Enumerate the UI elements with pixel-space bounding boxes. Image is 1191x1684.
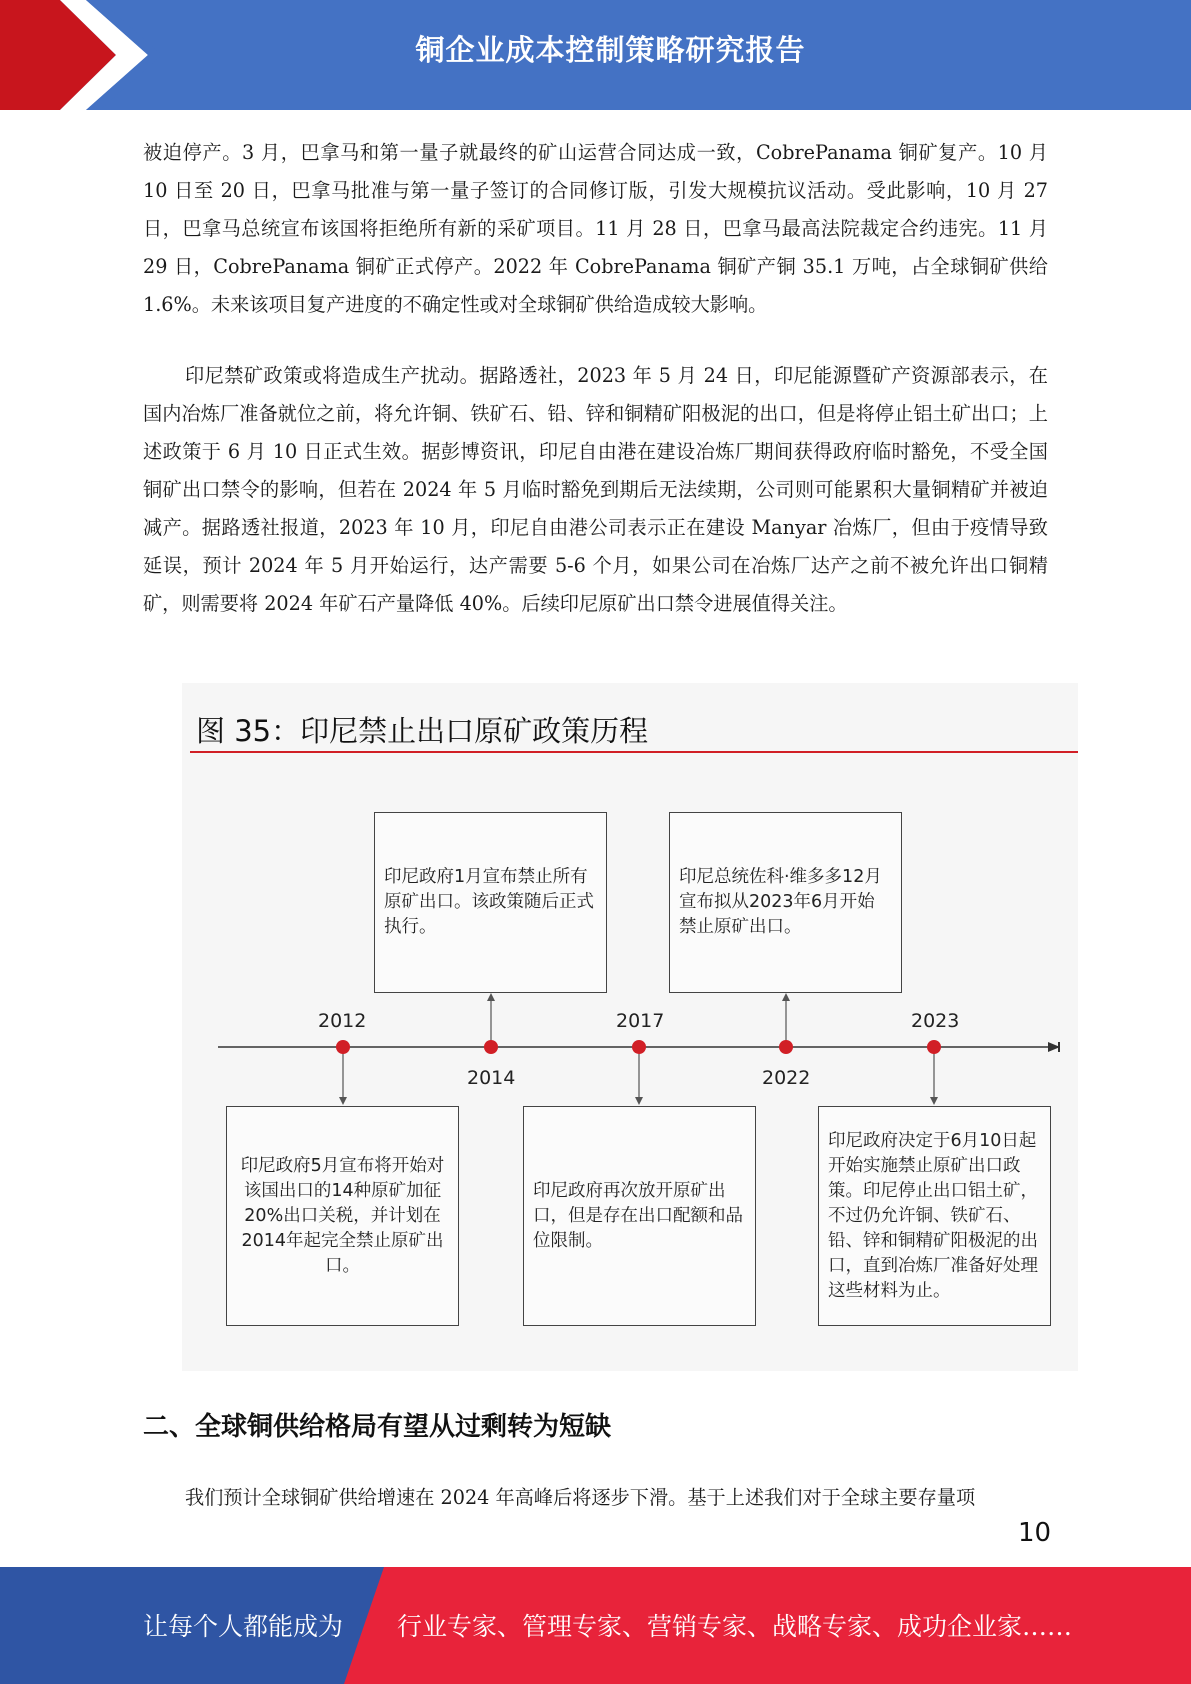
year-label-2014: 2014: [467, 1067, 516, 1089]
event-box-2017: 印尼政府再次放开原矿出口，但是存在出口配额和品位限制。: [523, 1106, 756, 1326]
event-box-2023: 印尼政府决定于6月10日起开始实施禁止原矿出口政策。印尼停止出口铝土矿，不过仍允许铜、铁矿石、铅、锌和铜精矿阳极泥的出口，直到冶炼厂准备好处理这些材料为止。: [818, 1106, 1051, 1326]
body-paragraph-1: 被迫停产。3 月，巴拿马和第一量子就最终的矿山运营合同达成一致，CobrePanama 铜矿复产。10 月 10 日至 20 日，巴拿马批准与第一量子签订的合同修订版，引发大规模抗议活动。受此影响，10 月 27 日，巴拿马总统宣布该国将拒绝所有新的采矿项目。11 月 28 日，巴拿马最高法院裁定合约违宪。11 月 29 日，CobrePanama 铜矿正式停产。2022 年 CobrePanama 铜矿产铜 35.1 万吨，占全球铜矿供给 1.6%。未来该项目复产进度的不确定性或对全球铜矿供给造成较大影响。: [143, 141, 1048, 316]
body-paragraph-3: 我们预计全球铜矿供给增速在 2024 年高峰后将逐步下滑。基于上述我们对于全球主要存量项: [185, 1486, 976, 1509]
year-label-2017: 2017: [616, 1010, 665, 1032]
marker-2022: [779, 1040, 793, 1054]
marker-2012: [336, 1040, 350, 1054]
event-box-2022: 印尼总统佐科·维多多12月宣布拟从2023年6月开始禁止原矿出口。: [669, 812, 902, 993]
event-box-2012: 印尼政府5月宣布将开始对该国出口的14种原矿加征20%出口关税，并计划在2014年起完全禁止原矿出口。: [226, 1106, 459, 1326]
report-title: 铜企业成本控制策略研究报告: [415, 33, 806, 67]
footer-slogan-right: 行业专家、管理专家、营销专家、战略专家、成功企业家……: [397, 1612, 1073, 1641]
year-label-2022: 2022: [762, 1067, 811, 1089]
footer-slogan-left: 让每个人都能成为: [143, 1612, 344, 1641]
marker-2014: [484, 1040, 498, 1054]
year-label-2012: 2012: [318, 1010, 367, 1032]
figure-title: 图 35：印尼禁止出口原矿政策历程: [196, 714, 649, 748]
marker-2017: [632, 1040, 646, 1054]
page-number: 10: [1018, 1518, 1052, 1548]
event-box-2014: 印尼政府1月宣布禁止所有原矿出口。该政策随后正式执行。: [374, 812, 607, 993]
page-footer: [0, 1567, 1191, 1684]
marker-2023: [927, 1040, 941, 1054]
section-heading: 二、全球铜供给格局有望从过剩转为短缺: [143, 1412, 612, 1442]
year-label-2023: 2023: [911, 1010, 960, 1032]
page-header: [0, 0, 1191, 110]
timeline-figure: [182, 683, 1078, 1371]
body-paragraph-2: 印尼禁矿政策或将造成生产扰动。据路透社，2023 年 5 月 24 日，印尼能源暨矿产资源部表示，在国内冶炼厂准备就位之前，将允许铜、铁矿石、铅、锌和铜精矿阳极泥的出口，但是将停止铝土矿出口；上述政策于 6 月 10 日正式生效。据彭博资讯，印尼自由港在建设冶炼厂期间获得政府临时豁免，不受全国铜矿出口禁令的影响，但若在 2024 年 5 月临时豁免到期后无法续期，公司则可能累积大量铜精矿并被迫减产。据路透社报道，2023 年 10 月，印尼自由港公司表示正在建设 Manyar 冶炼厂，但由于疫情导致延误，预计 2024 年 5 月开始运行，达产需要 5-6 个月，如果公司在冶炼厂达产之前不被允许出口铜精矿，则需要将 2024 年矿石产量降低 40%。后续印尼原矿出口禁令进展值得关注。: [143, 364, 1048, 615]
